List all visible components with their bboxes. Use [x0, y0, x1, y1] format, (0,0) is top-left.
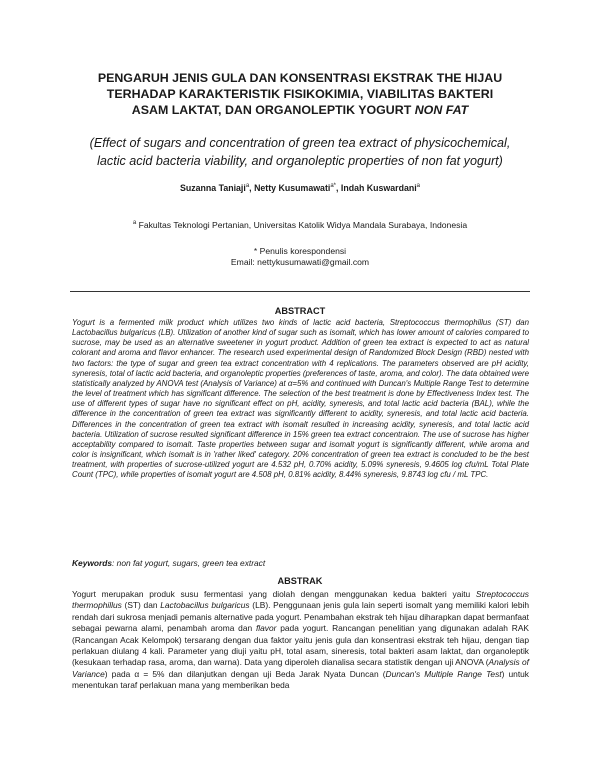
abstract-english-body: Yogurt is a fermented milk product which utilizes two kinds of lactic acid bacteria, Streptococcus thermophillus (ST) dan Lactobacillus bulgaricus (LB). Utilization of another kind of sugar such as isomalt, which has lower amount of calories compared to sucrose, may be used as an alternative sweetener in yogurt product. Addition of green tea extract is expected to act as natural colorant and aroma and flavor enhancer. The research used experimental design of Randomized Block Design (RBD) nested with two factors: the type of sugar and green tea extract concentration with 4 replications. The parameters observed are pH acidity, syneresis, total of lactic acid bacteria, and organoleptic properties (preferences of taste, aroma, and color). The data obtained were statistically analyzed by ANOVA test (Analysis of Variance) at α=5% and continued with Duncan's Multiple Range Test to determine the level of treatment which has significant difference. The selection of the best treatment is done by Effectiveness Index test. The use of different types of sugar have no significant effect on pH, acidity, syneresis, and total lactic acid bacteria (BAL), while the difference in the concentration of green tea extract was significantly different to acidity, syneresis, and total lactic acid bacteria. Differences in the concentration of green tea extract with isomalt resulted in increasing acidity, syneresis, and total lactic acid bacteria. Utilization of sucrose resulted significant difference in 15% green tea extract concentraion. The use of sucrose has higher acceptability compared to isomalt. Taste properties between sugar and isomalt yogurt is significantly different, while aroma and color is insignificant, which isomalt is in 'rather liked' category. 20% concentration of green tea extract is concluded to be the best treatment, with properties of sucrose-utilized yogurt are 4.532 pH, 0.70% acidity, 5.09% syneresis, 9.4605 log cfu/mL Total Plate Count (TPC), while properties of isomalt yogurt are 4.508 pH, 0.81% acidity, 8.44% syneresis, 9.8743 log cfu / mL TPC. [72, 318, 529, 480]
abstrak-text: pada yogurt. Rancangan penelitian yang digunakan adalah RAK (Rancangan Acak Kelompok) tersarang dengan dua faktor yaitu jenis gula dan konsentrasi ekstrak teh hijau, dengan tiap perlakuan diulang 4 kali. Parameter yang diuji yaitu pH, total asam, sineresis, total bakteri asam laktat, dan organoleptik (kesukaan terhadap rasa, aroma, dan warna). Data yang diperoleh dianalisa secara statistik dengan uji ANOVA ( [72, 623, 529, 668]
keywords-text: : non fat yogurt, sugars, green tea extract [112, 558, 266, 568]
author-name: Indah Kuswardani [340, 183, 417, 193]
author-affiliation-mark: a* [330, 183, 336, 190]
english-title-line: (Effect of sugars and concentration of green tea extract of physicochemical, [89, 136, 511, 150]
abstrak-text: (LB). Penggunaan jenis gula lain seperti isomalt yang memiliki kalori lebih rendah dari sukrosa menjadi pemanis alternative pada yogurt. Penambahan ekstrak teh hijau diharapkan dapat bermanfaat sebagai pewarna alami, penambah aroma dan [72, 600, 530, 634]
abstrak-text: ) untuk menentukan taraf perlakuan mana yang memberikan beda [72, 668, 529, 691]
english-title-line: lactic acid bacteria viability, and organoleptic properties of non fat yogurt) [97, 153, 503, 168]
author-name: Netty Kusumawati [254, 183, 331, 193]
author-separator: , [249, 183, 252, 193]
abstrak-italic: Lactobacillus bulgaricus [160, 600, 250, 611]
author-separator: , [336, 183, 339, 193]
author-list [0, 183, 600, 193]
author-name: Suzanna Taniaji [179, 183, 246, 193]
abstrak-italic: Duncan's Multiple Range Test [385, 668, 502, 679]
title-line [60, 102, 540, 118]
correspondence-label: * Penulis korespondensi [253, 246, 347, 256]
keywords [72, 558, 529, 568]
correspondence-email: Email: nettykusumawati@gmail.com [230, 257, 370, 267]
english-title [40, 135, 560, 170]
abstrak-text: ) pada α = 5% dan dilanjutkan dengan uji Beda Jarak Nyata Duncan ( [104, 668, 386, 679]
title-line: TERHADAP KARAKTERISTIK FISIKOKIMIA, VIABILITAS BAKTERI [106, 87, 494, 101]
keywords-label: Keywords [72, 558, 113, 568]
abstrak-italic: Analysis of Variance [72, 657, 530, 679]
abstrak-text: Yogurt merupakan produk susu fermentasi yang diolah dengan menggunakan kedua bakteri yaitu [72, 589, 476, 599]
title-italic-text: NON FAT [414, 103, 469, 117]
abstrak-heading: ABSTRAK [277, 576, 323, 586]
abstrak-body [72, 589, 529, 692]
abstract-heading: ABSTRACT [274, 306, 326, 316]
title-line: PENGARUH JENIS GULA DAN KONSENTRASI EKSTRAK THE HIJAU [97, 71, 503, 85]
abstrak-italic: Streptococcus thermophillus [72, 589, 529, 611]
author-affiliation-mark: a [245, 183, 250, 190]
affiliation-text: Fakultas Teknologi Pertanian, Universitas Katolik Widya Mandala Surabaya, Indonesia [138, 220, 468, 230]
author-affiliation-mark: a [416, 183, 421, 190]
abstrak-text: (ST) dan [121, 600, 161, 611]
correspondence [0, 246, 600, 268]
title-line-text: ASAM LAKTAT, DAN ORGANOLEPTIK YOGURT [131, 103, 412, 117]
abstrak-italic: flavor [255, 623, 277, 634]
header-divider [70, 291, 530, 292]
paper-title [60, 70, 540, 118]
affiliation [0, 220, 600, 230]
affiliation-mark: a [132, 220, 137, 227]
